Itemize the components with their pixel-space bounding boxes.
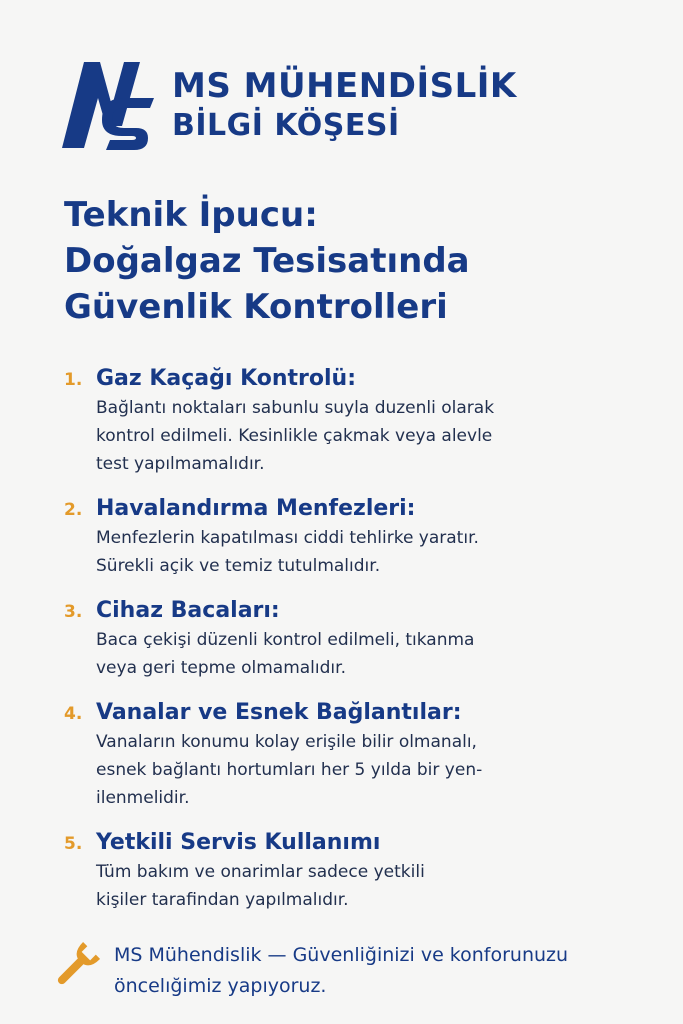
item-description xyxy=(96,728,482,812)
title-line-3: Güvenlik Kontrolleri xyxy=(64,287,448,327)
item-number: 1. xyxy=(64,370,83,390)
item-title: Vanalar ve Esnek Bağlantılar: xyxy=(96,700,462,725)
item-desc-line: kontrol edilmeli. Kesinlikle çakmak veya alevle xyxy=(96,426,493,446)
footer-slogan xyxy=(114,940,568,1002)
tips-list xyxy=(64,364,654,930)
list-item xyxy=(64,364,654,478)
item-desc-line: Menfezlerin kapatılması ciddi tehlirke yaratır. xyxy=(96,528,479,548)
item-description xyxy=(96,858,425,914)
brand-subtitle: BİLGİ KÖŞESİ xyxy=(172,108,400,144)
item-number: 3. xyxy=(64,602,83,622)
item-description xyxy=(96,394,494,478)
item-desc-line: esnek bağlantı hortumları her 5 yılda bir yen- xyxy=(96,760,483,780)
item-desc-line: ilenmelidir. xyxy=(96,788,190,808)
item-number: 4. xyxy=(64,704,83,724)
title-line-2: Doğalgaz Tesisatında xyxy=(64,241,470,281)
list-item xyxy=(64,494,654,580)
list-item xyxy=(64,596,654,682)
footer-line-2: öncelığimiz yapıyoruz. xyxy=(114,975,327,997)
item-title: Yetkili Servis Kullanımı xyxy=(96,830,381,855)
item-number: 5. xyxy=(64,834,83,854)
footer-line-1: MS Mühendislik — Güvenliğinizi ve konforunuzu xyxy=(114,944,569,966)
footer xyxy=(52,940,672,1002)
page-title xyxy=(64,192,624,330)
brand-text xyxy=(172,67,517,145)
list-item xyxy=(64,828,654,914)
item-number: 2. xyxy=(64,500,83,520)
item-title: Cihaz Bacaları: xyxy=(96,598,280,623)
item-desc-line: kişiler tarafindan yapılmalıdır. xyxy=(96,890,349,910)
item-description xyxy=(96,524,479,580)
item-desc-line: Tüm bakım ve onarimlar sadece yetkili xyxy=(96,862,425,882)
item-title: Havalandırma Menfezleri: xyxy=(96,496,416,521)
item-desc-line: Sürekli açik ve temiz tutulmalıdır. xyxy=(96,556,381,576)
item-description xyxy=(96,626,474,682)
item-desc-line: veya geri tepme olmamalıdır. xyxy=(96,658,346,678)
item-desc-line: Bağlantı noktaları sabunlu suyla duzenli olarak xyxy=(96,398,495,418)
brand-header xyxy=(62,58,517,154)
brand-name: MS MÜHENDİSLİK xyxy=(172,65,517,106)
item-title: Gaz Kaçağı Kontrolü: xyxy=(96,366,357,391)
title-line-1: Teknik İpucu: xyxy=(64,195,318,235)
wrench-icon xyxy=(52,940,100,992)
item-desc-line: Vanaların konumu kolay erişile bilir olmanalı, xyxy=(96,732,477,752)
list-item xyxy=(64,698,654,812)
ms-logo-icon xyxy=(62,58,154,154)
item-desc-line: Baca çekişi düzenli kontrol edilmeli, tıkanma xyxy=(96,630,475,650)
item-desc-line: test yapılmamalıdır. xyxy=(96,454,265,474)
